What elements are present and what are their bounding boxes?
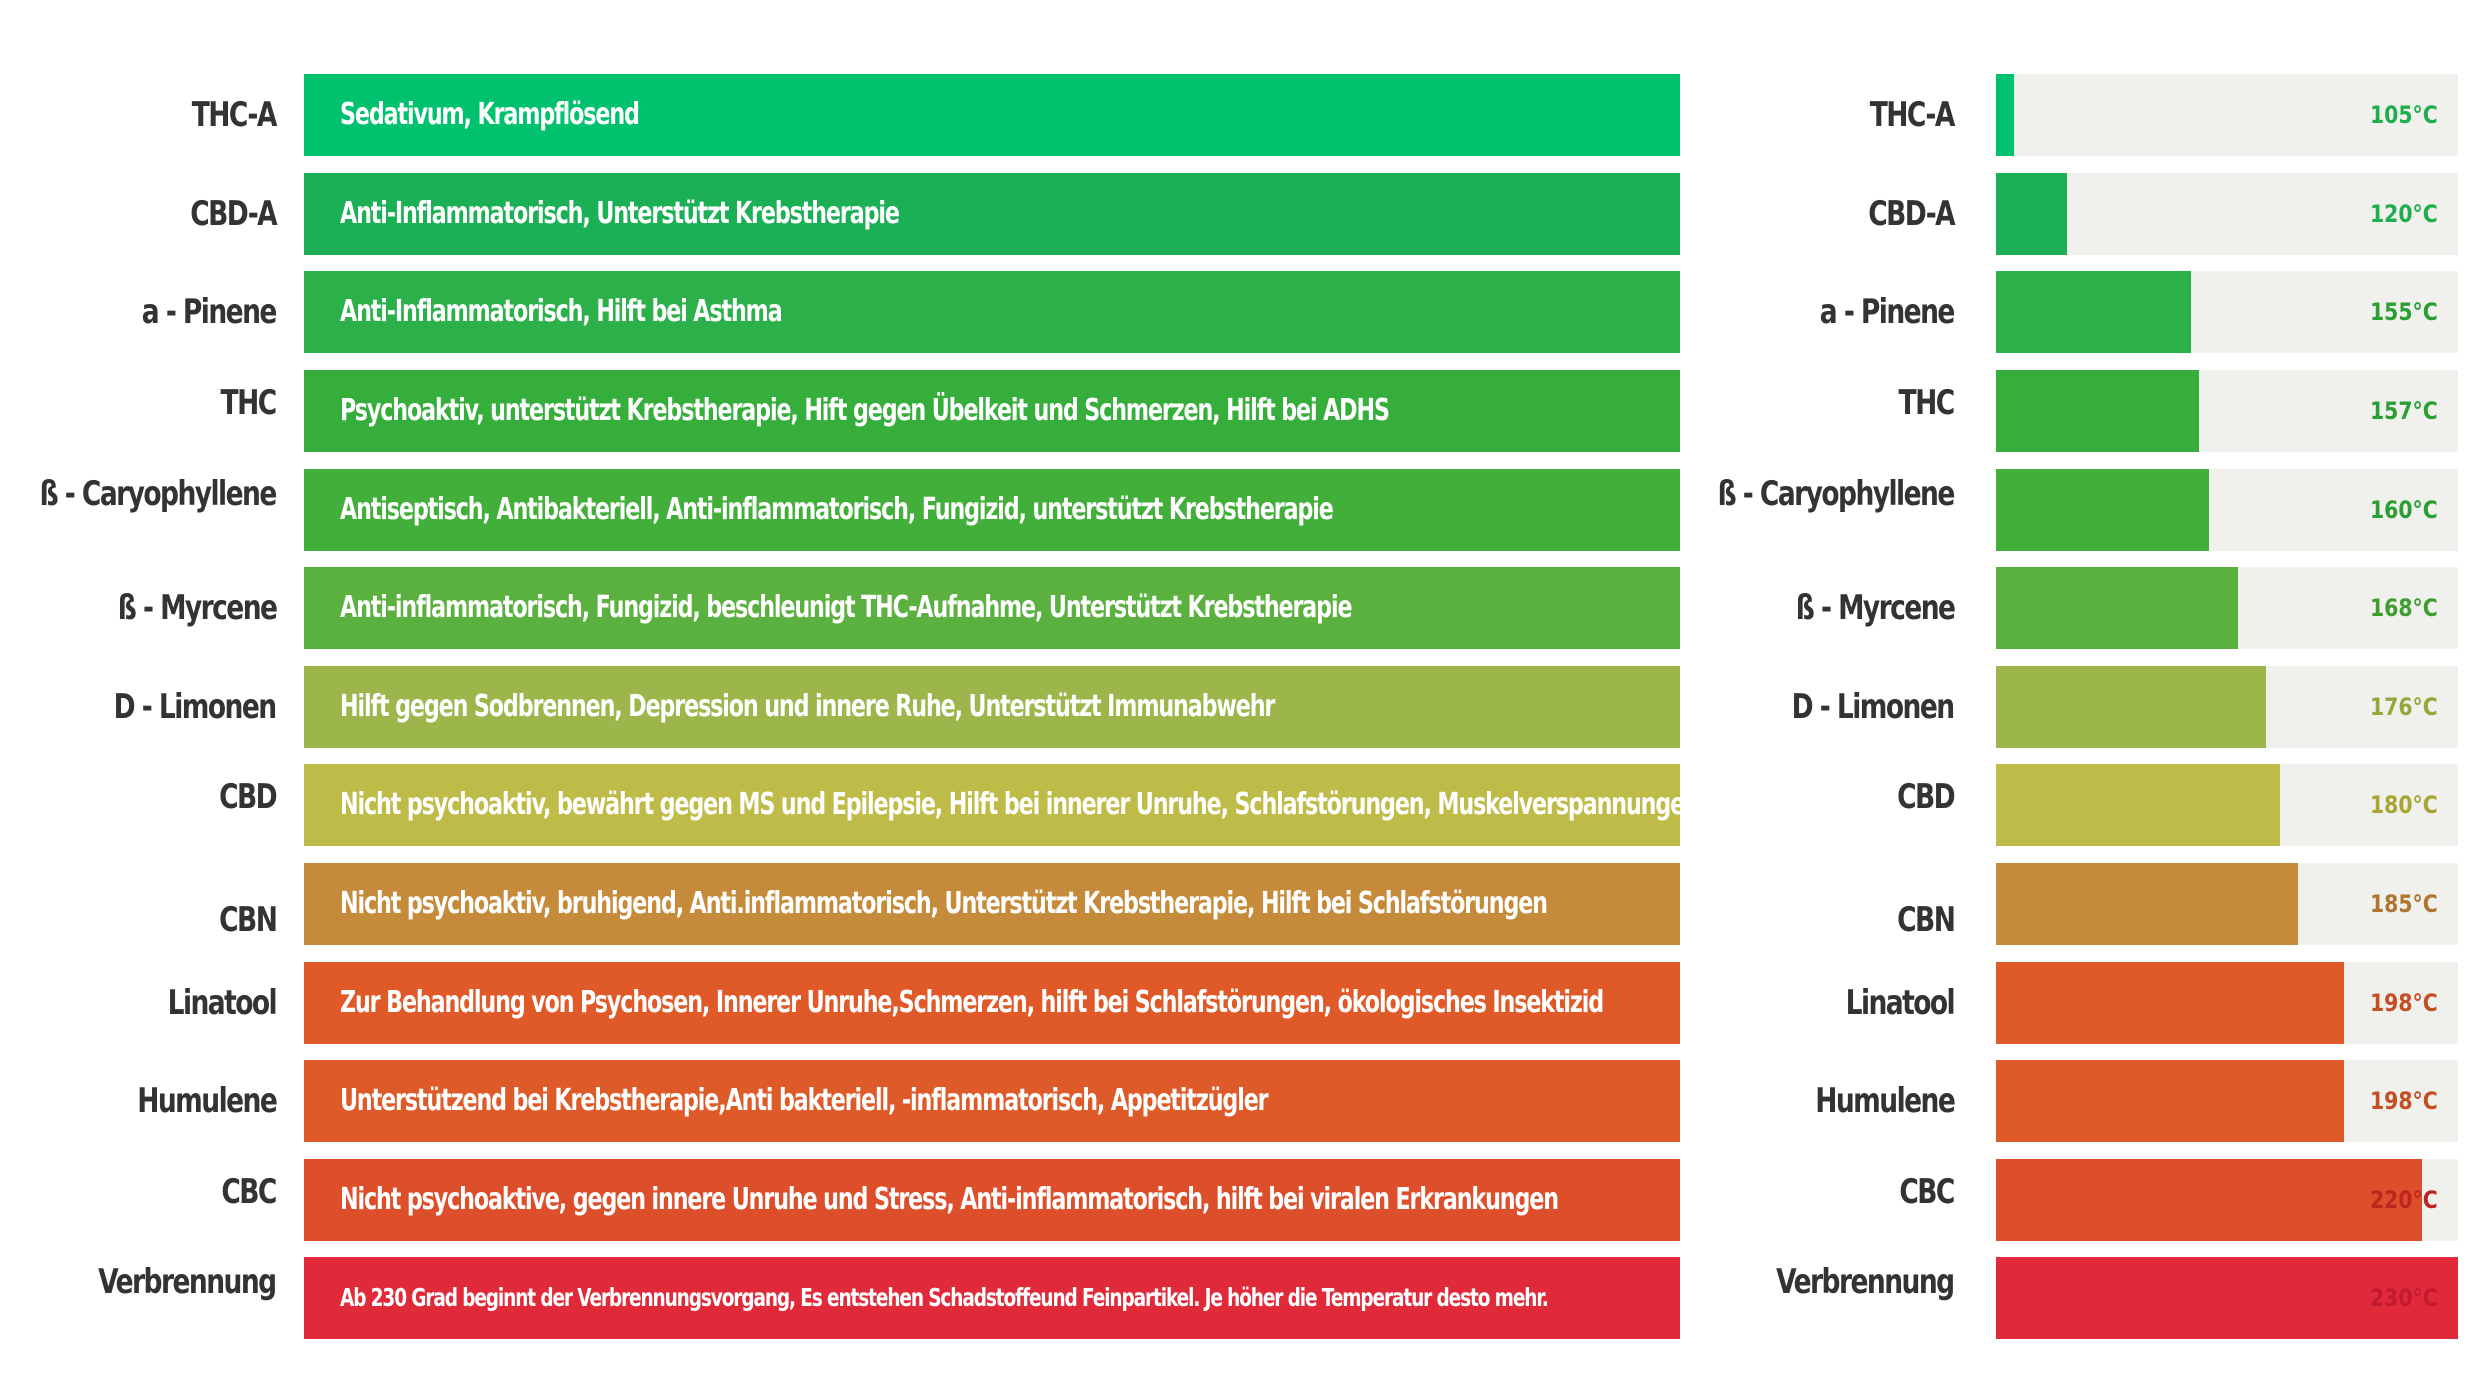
row-label: CBC [221,1172,276,1212]
temperature-value: 105°C [2370,101,2438,129]
description-bar [304,370,1680,452]
temperature-bar [1996,863,2298,945]
row-label: Linatool [167,983,276,1023]
row-label: D - Limonen [114,687,276,727]
temperature-track [1996,863,2458,945]
row-label: Verbrennung [98,1262,276,1302]
temperature-bar [1996,764,2280,846]
temperature-track [1996,1257,2458,1339]
temperature-track [1996,173,2458,255]
row-label: a - Pinene [141,292,276,332]
temperature-bar [1996,1060,2344,1142]
description-bar [304,271,1680,353]
description-bar [304,666,1680,748]
description-text: Hilft gegen Sodbrennen, Depression und innere Ruhe, Unterstützt Immunabwehr [340,689,1275,724]
row-label: CBD [218,777,276,817]
temperature-value: 155°C [2370,298,2438,326]
temperature-bar [1996,666,2266,748]
temperature-bar [1996,567,2238,649]
bar-label: THC-A [1869,95,1954,135]
description-bar [304,764,1699,846]
temperature-track [1996,469,2458,551]
temperature-bar [1996,271,2191,353]
temperature-track [1996,1060,2458,1142]
description-bar [304,567,1680,649]
description-text: Unterstützend bei Krebstherapie,Anti bakteriell, -inflammatorisch, Appetitzügler [340,1083,1268,1118]
bar-label: CBD-A [1868,194,1954,234]
temperature-bar [1996,962,2344,1044]
description-text: Anti-Inflammatorisch, Unterstützt Krebstherapie [340,196,899,231]
row-label: Humulene [136,1081,276,1121]
temperature-value: 220°C [2370,1186,2438,1214]
temperature-value: 230°C [2370,1284,2438,1312]
temperature-track [1996,962,2458,1044]
temperature-bar [1996,370,2199,452]
description-bar [304,1159,1680,1241]
temperature-bar [1996,173,2067,255]
bar-label: ß - Caryophyllene [1717,474,1954,514]
temperature-value: 180°C [2370,791,2438,819]
description-text: Nicht psychoaktiv, bruhigend, Anti.inflammatorisch, Unterstützt Krebstherapie, Hilft bei Schlafstörungen [340,886,1547,921]
temperature-value: 185°C [2370,890,2438,918]
description-text: Anti-Inflammatorisch, Hilft bei Asthma [340,294,782,329]
row-label: CBN [218,900,276,940]
temperature-value: 157°C [2370,397,2438,425]
temperature-bar [1996,469,2209,551]
bar-label: ß - Myrcene [1795,588,1954,628]
bar-label: Verbrennung [1776,1262,1954,1302]
description-bar [304,1257,1680,1339]
bar-label: CBN [1896,900,1954,940]
temperature-track [1996,370,2458,452]
temperature-track [1996,666,2458,748]
description-bar [304,74,1680,156]
description-text: Ab 230 Grad beginnt der Verbrennungsvorgang, Es entstehen Schadstoffeund Feinpartikel. Je höher die Temperatur desto mehr. [340,1283,1548,1312]
description-bar [304,863,1680,945]
row-label: ß - Myrcene [117,588,276,628]
temperature-track [1996,74,2458,156]
bar-label: CBC [1899,1172,1954,1212]
row-label: ß - Caryophyllene [39,474,276,514]
temperature-track [1996,567,2458,649]
description-text: Antiseptisch, Antibakteriell, Anti-inflammatorisch, Fungizid, unterstützt Krebstherapie [340,492,1333,527]
description-text: Psychoaktiv, unterstützt Krebstherapie, Hift gegen Übelkeit und Schmerzen, Hilft bei ADHS [340,393,1389,428]
description-text: Zur Behandlung von Psychosen, Innerer Unruhe,Schmerzen, hilft bei Schlafstörungen, ökologisches Insektizid [340,985,1604,1020]
temperature-track [1996,764,2458,846]
temperature-track [1996,271,2458,353]
row-label: THC-A [191,95,276,135]
description-bar [304,1060,1680,1142]
temperature-value: 198°C [2370,1087,2438,1115]
row-label: THC [220,383,276,423]
description-text: Anti-inflammatorisch, Fungizid, beschleunigt THC-Aufnahme, Unterstützt Krebstherapie [340,590,1352,625]
bar-label: THC [1898,383,1954,423]
bar-label: CBD [1896,777,1954,817]
temperature-bar [1996,1159,2422,1241]
temperature-value: 176°C [2370,693,2438,721]
temperature-bar [1996,74,2014,156]
temperature-track [1996,1159,2458,1241]
description-text: Nicht psychoaktive, gegen innere Unruhe und Stress, Anti-inflammatorisch, hilft bei viralen Erkrankungen [340,1182,1558,1217]
temperature-value: 120°C [2370,200,2438,228]
description-bar [304,173,1680,255]
bar-label: D - Limonen [1792,687,1954,727]
bar-label: Humulene [1814,1081,1954,1121]
description-bar [304,962,1680,1044]
bar-label: Linatool [1845,983,1954,1023]
description-text: Nicht psychoaktiv, bewährt gegen MS und Epilepsie, Hilft bei innerer Unruhe, Schlafstörungen, Muskelverspannungen [340,787,1699,822]
description-bar [304,469,1680,551]
temperature-value: 198°C [2370,989,2438,1017]
bar-label: a - Pinene [1819,292,1954,332]
description-text: Sedativum, Krampflösend [340,97,639,132]
row-label: CBD-A [190,194,276,234]
temperature-value: 168°C [2370,594,2438,622]
temperature-value: 160°C [2370,496,2438,524]
